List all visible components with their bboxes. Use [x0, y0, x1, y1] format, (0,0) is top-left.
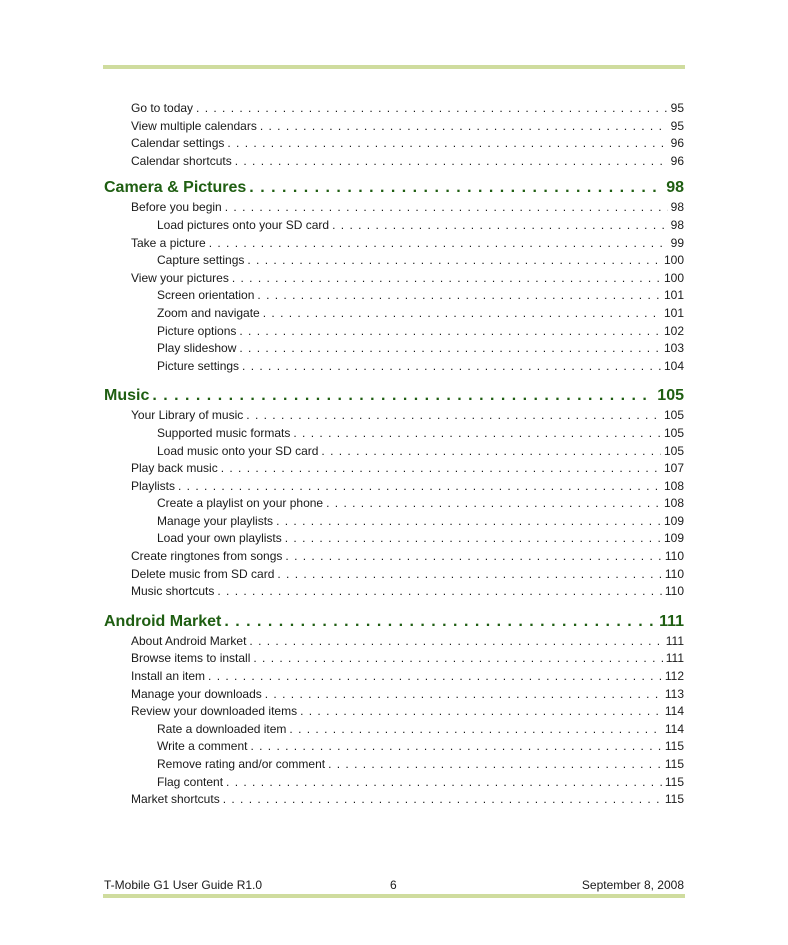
dot-leader: [247, 252, 661, 270]
toc-entry-title: Go to today: [131, 101, 194, 115]
chapter-page: 105: [657, 387, 684, 405]
dot-leader: [276, 513, 661, 531]
dot-leader: [242, 358, 661, 376]
dot-leader: [326, 495, 661, 513]
dot-leader: [223, 791, 662, 809]
toc-entry-page: 115: [664, 739, 684, 754]
toc-entry[interactable]: [104, 235, 684, 253]
toc-entry-page: 112: [664, 669, 684, 684]
dot-leader: [209, 235, 668, 253]
toc-entry-title: Install an item: [131, 669, 206, 684]
toc-entry-title: Calendar settings: [131, 136, 225, 151]
toc-entry-page: 109: [663, 531, 684, 546]
dot-leader: [227, 135, 667, 153]
chapter-heading[interactable]: [104, 177, 684, 199]
toc-entry-title: View multiple calendars: [131, 118, 257, 133]
toc-entry-page: 95: [670, 118, 684, 133]
footer-date: September 8, 2008: [581, 878, 684, 892]
toc-entry-title: Music shortcuts: [131, 584, 215, 599]
bottom-rule: [103, 894, 685, 898]
toc-entry-page: 105: [663, 425, 684, 440]
toc-entry-title: Review your downloaded items: [131, 704, 298, 719]
dot-leader: [257, 287, 661, 305]
dot-leader: [285, 548, 661, 566]
toc-subentry[interactable]: [104, 287, 684, 305]
toc-entry-title: Write a comment: [157, 739, 248, 754]
toc-subentry[interactable]: [104, 756, 684, 774]
toc-entry-title: Your Library of music: [131, 408, 244, 423]
chapter-heading[interactable]: [104, 385, 684, 407]
dot-leader: [250, 738, 661, 756]
footer-page-number: 6: [390, 878, 397, 892]
toc-entry-page: 104: [663, 358, 684, 373]
toc-entry-page: 96: [670, 153, 684, 168]
toc-entry-title: Picture options: [157, 323, 237, 338]
toc-entry-page: 105: [663, 408, 684, 423]
toc-subentry[interactable]: [104, 217, 684, 235]
dot-leader: [152, 385, 654, 407]
toc-entry-page: 99: [670, 235, 684, 250]
toc-entry-title: Playlists: [131, 478, 176, 493]
toc-entry-page: 110: [664, 566, 684, 581]
dot-leader: [321, 443, 661, 461]
toc-subentry[interactable]: [104, 323, 684, 341]
toc-subentry[interactable]: [104, 721, 684, 739]
toc-entry-page: 101: [663, 305, 684, 320]
toc-entry-page: 107: [663, 461, 684, 476]
chapter-heading[interactable]: [104, 611, 684, 633]
dot-leader: [239, 323, 661, 341]
dot-leader: [178, 478, 661, 496]
dot-leader: [260, 118, 668, 136]
chapter-title: Android Market: [104, 612, 222, 630]
chapter-android-market: [104, 611, 684, 809]
toc-entry[interactable]: [104, 703, 684, 721]
dot-leader: [285, 530, 661, 548]
dot-leader: [265, 686, 662, 704]
toc-entry-title: Calendar shortcuts: [131, 153, 232, 168]
dot-leader: [196, 100, 668, 118]
toc-entry-title: Play slideshow: [157, 341, 237, 356]
toc-entry-page: 98: [670, 200, 684, 215]
toc-entry[interactable]: [104, 135, 684, 153]
toc-entry[interactable]: [104, 583, 684, 601]
toc-entry-title: Take a picture: [131, 235, 206, 250]
toc-entry-page: 103: [663, 341, 684, 356]
toc-entry-title: Rate a downloaded item: [157, 721, 287, 736]
toc-entry[interactable]: [104, 199, 684, 217]
toc-entry[interactable]: [104, 791, 684, 809]
toc-subentry[interactable]: [104, 513, 684, 531]
toc-entry[interactable]: [104, 153, 684, 171]
intro-entries: [104, 100, 684, 170]
toc-entry-page: 113: [664, 686, 684, 701]
toc-subentry[interactable]: [104, 252, 684, 270]
toc-entry[interactable]: [104, 548, 684, 566]
chapter-page: 98: [666, 179, 684, 197]
toc-entry-page: 96: [670, 136, 684, 151]
toc-subentry[interactable]: [104, 738, 684, 756]
dot-leader: [221, 460, 661, 478]
toc-entry-page: 105: [663, 443, 684, 458]
dot-leader: [246, 407, 661, 425]
toc-entry-title: View your pictures: [131, 270, 229, 285]
dot-leader: [249, 633, 662, 651]
toc-entry-page: 108: [663, 496, 684, 511]
page-footer: [104, 877, 684, 893]
toc-entry[interactable]: [104, 650, 684, 668]
toc-entry-title: Play back music: [131, 461, 218, 476]
toc-entry-page: 115: [664, 774, 684, 789]
dot-leader: [263, 305, 661, 323]
toc-entry[interactable]: [104, 686, 684, 704]
toc-entry[interactable]: [104, 566, 684, 584]
toc-entry-page: 115: [664, 757, 684, 771]
toc-entry-title: Browse items to install: [131, 651, 251, 666]
chapter-camera-pictures: [104, 177, 684, 375]
toc-subentry[interactable]: [104, 425, 684, 443]
dot-leader: [249, 177, 663, 199]
toc-entry[interactable]: [104, 478, 684, 496]
toc-entry-title: Flag content: [157, 774, 224, 789]
toc-entry-title: Manage your downloads: [131, 686, 262, 701]
toc-entry-page: 102: [663, 323, 684, 338]
toc-entry-page: 111: [665, 651, 684, 666]
toc-entry-title: Remove rating and/or comment: [157, 757, 326, 771]
toc-subentry[interactable]: [104, 358, 684, 376]
dot-leader: [225, 199, 668, 217]
toc-entry-title: Manage your playlists: [157, 513, 274, 528]
toc-entry-title: Before you begin: [131, 200, 222, 215]
dot-leader: [235, 153, 668, 171]
table-of-contents: [104, 100, 684, 809]
toc-entry[interactable]: [104, 118, 684, 136]
dot-leader: [300, 703, 662, 721]
toc-entry[interactable]: [104, 100, 684, 118]
toc-entry[interactable]: [104, 460, 684, 478]
toc-subentry[interactable]: [104, 774, 684, 792]
toc-entry-title: Capture settings: [157, 253, 245, 268]
toc-entry-title: Load your own playlists: [157, 531, 282, 546]
dot-leader: [289, 721, 661, 739]
toc-entry-page: 108: [663, 478, 684, 493]
dot-leader: [293, 425, 661, 443]
toc-entry-page: 110: [664, 584, 684, 599]
toc-entry-title: Load music onto your SD card: [157, 443, 319, 458]
chapter-music: [104, 385, 684, 601]
toc-subentry[interactable]: [104, 530, 684, 548]
toc-entry-page: 114: [664, 721, 684, 736]
dot-leader: [226, 774, 662, 792]
toc-entry-page: 100: [663, 253, 684, 268]
dot-leader: [232, 270, 661, 288]
toc-subentry[interactable]: [104, 340, 684, 358]
dot-leader: [328, 756, 662, 774]
toc-entry-page: 95: [670, 101, 684, 115]
chapter-title: Camera & Pictures: [104, 179, 247, 197]
toc-entry-page: 110: [664, 549, 684, 564]
toc-entry[interactable]: [104, 270, 684, 288]
toc-subentry[interactable]: [104, 495, 684, 513]
dot-leader: [224, 611, 656, 633]
toc-entry-title: Zoom and navigate: [157, 305, 260, 320]
toc-subentry[interactable]: [104, 443, 684, 461]
toc-entry-title: Create ringtones from songs: [131, 549, 283, 564]
toc-entry-page: 115: [664, 792, 684, 807]
toc-entry-title: Market shortcuts: [131, 792, 220, 807]
toc-entry-title: Load pictures onto your SD card: [157, 217, 330, 232]
dot-leader: [217, 583, 662, 601]
toc-entry-title: Delete music from SD card: [131, 566, 275, 581]
toc-entry-page: 98: [670, 217, 684, 232]
toc-entry-page: 111: [665, 633, 684, 648]
toc-entry-title: Supported music formats: [157, 425, 291, 440]
dot-leader: [332, 217, 668, 235]
toc-entry[interactable]: [104, 668, 684, 686]
toc-entry-title: Picture settings: [157, 358, 240, 373]
toc-subentry[interactable]: [104, 305, 684, 323]
toc-entry[interactable]: [104, 633, 684, 651]
toc-entry-page: 100: [663, 270, 684, 285]
toc-entry-title: Screen orientation: [157, 288, 255, 303]
chapter-page: 111: [659, 612, 684, 630]
chapter-title: Music: [104, 387, 150, 405]
dot-leader: [239, 340, 661, 358]
dot-leader: [253, 650, 662, 668]
toc-entry-title: Create a playlist on your phone: [157, 496, 324, 511]
toc-entry-page: 114: [664, 704, 684, 719]
dot-leader: [277, 566, 661, 584]
toc-entry-page: 101: [663, 288, 684, 303]
toc-entry-title: About Android Market: [131, 633, 247, 648]
footer-document-title: T-Mobile G1 User Guide R1.0: [104, 878, 263, 892]
dot-leader: [208, 668, 662, 686]
top-rule: [103, 65, 685, 69]
toc-entry[interactable]: [104, 407, 684, 425]
toc-entry-page: 109: [663, 513, 684, 528]
